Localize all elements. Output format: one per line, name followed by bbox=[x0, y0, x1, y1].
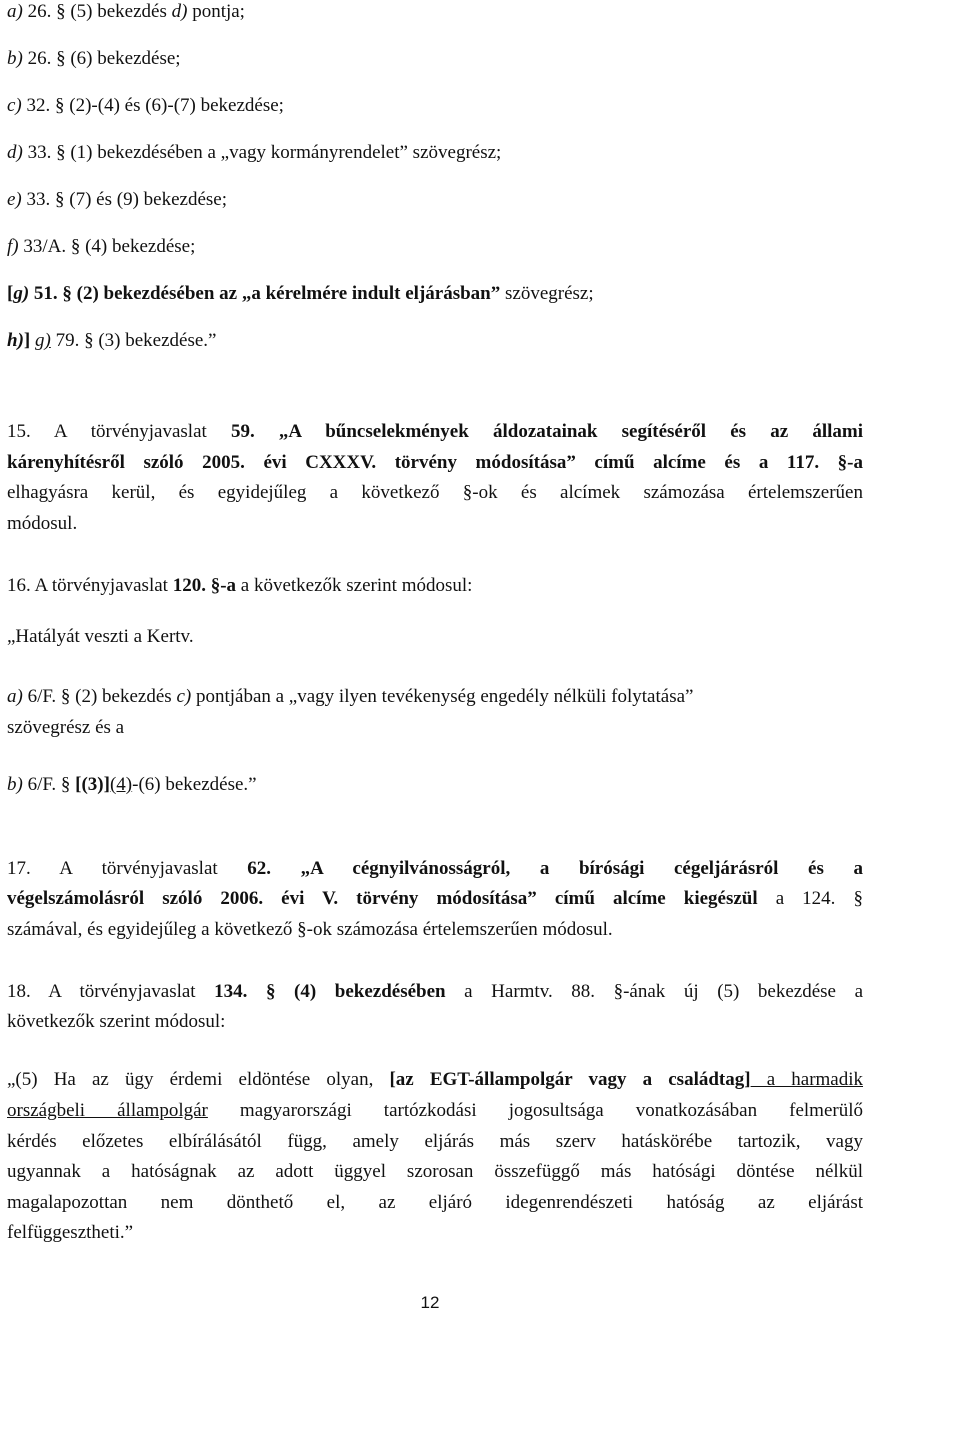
item-italic: d) bbox=[171, 1, 188, 22]
text: -(6) bekezdése.” bbox=[132, 774, 257, 795]
item-text: 33. § (7) és (9) bekezdése; bbox=[21, 189, 227, 210]
paragraph-18-quote-line bbox=[7, 1160, 863, 1184]
list-item bbox=[7, 0, 863, 24]
item-text: 32. § (2)-(4) és (6)-(7) bekezdése; bbox=[21, 95, 284, 116]
paragraph-16-item-b bbox=[7, 773, 863, 797]
item-letter: d) bbox=[7, 142, 23, 163]
paragraph-15-line bbox=[7, 512, 863, 536]
list-item bbox=[7, 47, 863, 71]
text: 17. A törvényjavaslat bbox=[7, 858, 248, 879]
item-letter: b) bbox=[7, 48, 23, 69]
bold-text: 59. „A bűncselekmények áldozatainak segítéséről és az állami bbox=[230, 421, 863, 442]
item-tail: szövegrész; bbox=[500, 283, 594, 304]
text: 16. A törvényjavaslat bbox=[7, 575, 173, 596]
item-text: 33/A. § (4) bekezdése; bbox=[18, 236, 196, 257]
text: a Harmtv. 88. §-ának új (5) bekezdése a bbox=[445, 981, 863, 1002]
paragraph-16-quote bbox=[7, 625, 863, 649]
text: következők szerint módosul: bbox=[7, 1011, 226, 1032]
text: „Hatályát veszti a Kertv. bbox=[7, 626, 194, 647]
item-letter: g) bbox=[13, 283, 30, 304]
item-letter: a) bbox=[7, 1, 23, 22]
text: a 124. § bbox=[757, 888, 863, 909]
text: szövegrész és a bbox=[7, 717, 125, 738]
text: magyarországi tartózkodási jogosultsága vonatkozásában felmerülő bbox=[207, 1100, 863, 1121]
item-text: 79. § (3) bekezdése.” bbox=[50, 330, 217, 351]
inserted-text: (4) bbox=[109, 774, 133, 795]
text: számával, és egyidejűleg a következő §-ok számozása értelemszerűen módosul. bbox=[7, 919, 613, 940]
item-tail: pontja; bbox=[187, 1, 245, 22]
bracket: ] bbox=[23, 330, 35, 351]
list-item-renumbered bbox=[7, 329, 863, 353]
list-item-deleted bbox=[7, 282, 863, 306]
item-letter: a) bbox=[7, 686, 23, 707]
text: pontjában a „vagy ilyen tevékenység engedély nélküli folytatása” bbox=[191, 686, 694, 707]
text: a következők szerint módosul: bbox=[236, 575, 473, 596]
paragraph-16-item-a bbox=[7, 716, 863, 740]
list-item bbox=[7, 94, 863, 118]
bold-text: kárenyhítésről szóló 2005. évi CXXXV. törvény módosítása” című alcíme és a 117. § bbox=[7, 452, 848, 473]
bracket: [ bbox=[7, 283, 14, 304]
text: felfüggesztheti.” bbox=[7, 1222, 134, 1243]
item-num: 51. bbox=[29, 283, 63, 304]
list-item bbox=[7, 235, 863, 259]
paragraph-15-line bbox=[7, 420, 863, 444]
paragraph-15-line bbox=[7, 451, 863, 475]
item-letter: h) bbox=[7, 330, 24, 351]
item-text: 26. § (5) bekezdés bbox=[22, 1, 172, 22]
item-text: 33. § (1) bekezdésében a „vagy kormányrendelet” szövegrész; bbox=[22, 142, 502, 163]
paragraph-17-line bbox=[7, 918, 863, 942]
text: 6/F. § (2) bekezdés bbox=[22, 686, 177, 707]
bold-text: végelszámolásról szóló 2006. évi V. törvény módosítása” című alcíme kiegészül bbox=[7, 888, 758, 909]
item-text: § (2) bekezdésében az „a kérelmére indult eljárásban” bbox=[62, 283, 501, 304]
bold-text: 120. §-a bbox=[172, 575, 237, 596]
paragraph-17-line bbox=[7, 857, 863, 881]
paragraph-15-line bbox=[7, 481, 863, 505]
item-letter: b) bbox=[7, 774, 23, 795]
item-letter: e) bbox=[7, 189, 22, 210]
text: módosul. bbox=[7, 513, 78, 534]
item-text: 26. § (6) bekezdése; bbox=[22, 48, 181, 69]
deleted-text: [(3)] bbox=[75, 774, 110, 795]
page-number: 12 bbox=[420, 1293, 440, 1312]
text: kérdés előzetes elbírálásától függ, amely eljárás más szerv hatáskörébe tartozik, vagy bbox=[7, 1131, 863, 1152]
text: magalapozottan nem dönthető el, az eljáró idegenrendészeti hatóság az eljárást bbox=[7, 1192, 863, 1213]
text: 15. A törvényjavaslat bbox=[7, 421, 231, 442]
paragraph-18-quote-line bbox=[7, 1130, 863, 1154]
paragraph-18-quote-line bbox=[7, 1191, 863, 1215]
paragraph-18-quote-line bbox=[7, 1068, 863, 1092]
paragraph-16-line bbox=[7, 574, 863, 598]
inserted-text: országbeli állampolgár bbox=[7, 1100, 208, 1121]
paragraph-16-item-a bbox=[7, 685, 863, 709]
deleted-text: [az EGT-állampolgár vagy a családtag] bbox=[389, 1069, 751, 1090]
paragraph-18-quote-line bbox=[7, 1221, 863, 1245]
paragraph-17-line bbox=[7, 887, 863, 911]
text: elhagyásra kerül, és egyidejűleg a következő §-ok és alcímek számozása értelemszerűen bbox=[7, 482, 863, 503]
bold-text: 62. „A cégnyilvánosságról, a bírósági cégeljárásról és a bbox=[247, 858, 863, 879]
paragraph-18-quote-line bbox=[7, 1099, 863, 1123]
item-letter: f) bbox=[7, 236, 19, 257]
item-italic: c) bbox=[176, 686, 192, 707]
text: „(5) Ha az ügy érdemi eldöntése olyan, bbox=[7, 1069, 390, 1090]
bold-text: -a bbox=[847, 452, 863, 473]
bold-text: 134. § (4) bekezdésében bbox=[214, 981, 446, 1002]
text: 18. A törvényjavaslat bbox=[7, 981, 215, 1002]
item-letter: c) bbox=[7, 95, 22, 116]
text: ugyannak a hatóságnak az adott üggyel szorosan összefüggő más hatósági döntése nélkül bbox=[7, 1161, 863, 1182]
paragraph-18-line bbox=[7, 980, 863, 1004]
list-item bbox=[7, 188, 863, 212]
text: 6/F. § bbox=[22, 774, 76, 795]
paragraph-18-line bbox=[7, 1010, 863, 1034]
inserted-text: a harmadik bbox=[750, 1069, 864, 1090]
list-item bbox=[7, 141, 863, 165]
inserted-letter: g) bbox=[34, 330, 51, 351]
